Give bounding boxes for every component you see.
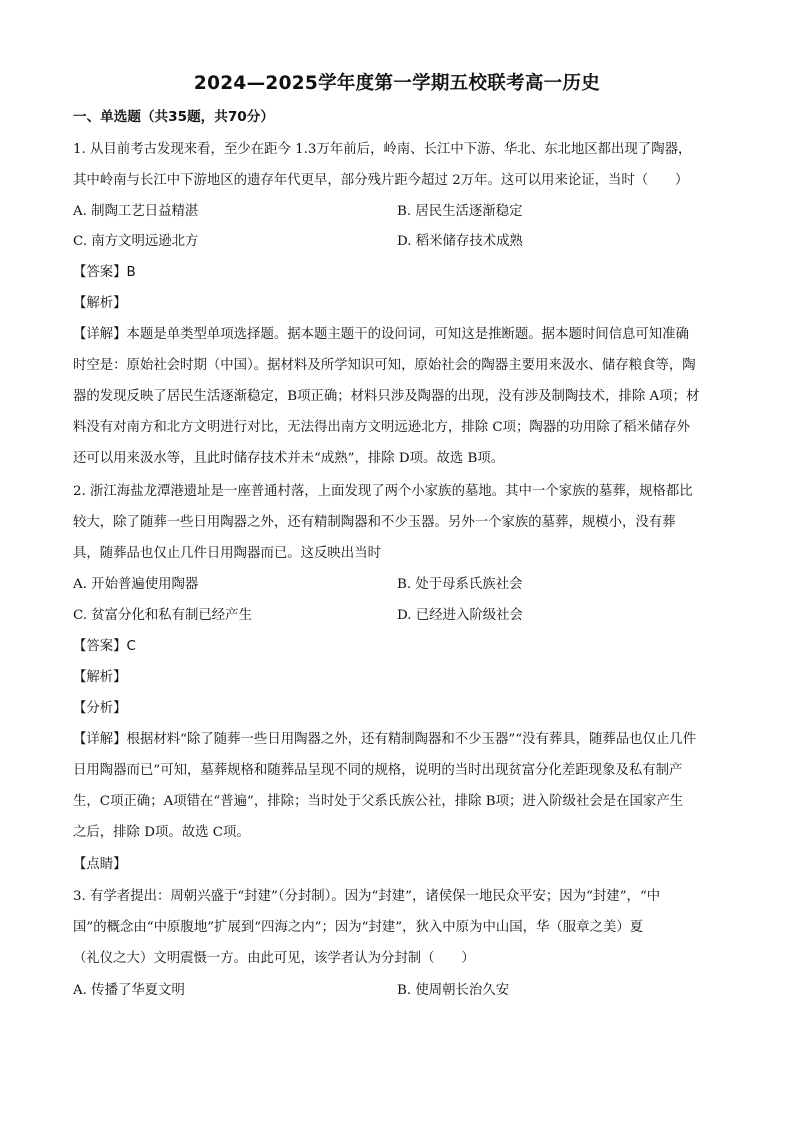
q1-analysis-label: 【解析】 xyxy=(73,296,127,311)
q3-stem-line-3: （礼仪之大）文明震慑一方。由此可见，该学者认为分封制（ ） xyxy=(73,951,475,966)
q1-answer: 【答案】B xyxy=(73,265,136,280)
q1-option-b: B. 居民生活逐渐稳定 xyxy=(397,204,523,219)
q2-detail-line-4: 之后，排除 D项。故选 C项。 xyxy=(73,825,250,840)
q2-fenxi-label: 【分析】 xyxy=(73,701,127,716)
q1-stem-line-2: 其中岭南与长江中下游地区的遗存年代更早，部分残片距今超过 2万年。这可以用来论证，当时（ ） xyxy=(73,173,689,188)
q2-dianjing-label: 【点睛】 xyxy=(73,857,127,872)
q2-stem-line-3: 具，随葬品也仅止几件日用陶器而已。这反映出当时 xyxy=(73,546,381,561)
q1-option-d: D. 稻米储存技术成熟 xyxy=(397,234,523,249)
q3-stem-line-2: 国”的概念由“中原腹地”扩展到“四海之内”；因为“封建”，狄入中原为中山国，华（服章之美）夏 xyxy=(73,920,644,935)
q1-detail-line-2: 时空是：原始社会时期（中国）。据材料及所学知识可知，原始社会的陶器主要用来汲水、储存粮食等，陶 xyxy=(73,358,696,373)
q1-detail-line-1: 【详解】本题是单类型单项选择题。据本题主题干的设问词，可知这是推断题。据本题时间信息可知准确 xyxy=(73,327,689,342)
q2-stem-line-2: 较大，除了随葬一些日用陶器之外，还有精制陶器和不少玉器。另外一个家族的墓葬，规模小，没有葬 xyxy=(73,515,676,530)
q1-option-c: C. 南方文明远逊北方 xyxy=(73,234,199,249)
q2-option-d: D. 已经进入阶级社会 xyxy=(397,608,523,623)
q2-detail-line-3: 生，C项正确；A项错在“普遍”，排除；当时处于父系氏族公社，排除 B项；进入阶级社会是在国家产生 xyxy=(73,794,684,809)
q1-option-a: A. 制陶工艺日益精湛 xyxy=(73,204,199,219)
q2-answer: 【答案】C xyxy=(73,639,136,654)
section-heading: 一、单选题（共35题，共70分） xyxy=(73,109,274,125)
q1-detail-line-5: 还可以用来汲水等，且此时储存技术并未“成熟”，排除 D项。故选 B项。 xyxy=(73,451,505,466)
q1-stem-line-1: 1. 从目前考古发现来看，至少在距今 1.3万年前后，岭南、长江中下游、华北、东北地区都出现了陶器， xyxy=(73,142,692,157)
q3-option-a: A. 传播了华夏文明 xyxy=(73,983,185,998)
page-title: 2024—2025学年度第一学期五校联考高一历史 xyxy=(193,73,601,94)
q2-detail-line-1: 【详解】根据材料“除了随葬一些日用陶器之外，还有精制陶器和不少玉器”“没有葬具，随葬品也仅止几件 xyxy=(73,732,697,747)
q3-stem-line-1: 3. 有学者提出：周朝兴盛于“封建”（分封制）。因为“封建”，诸侯保一地民众平安；因为“封建”，“中 xyxy=(73,889,661,904)
q1-detail-line-4: 料没有对南方和北方文明进行对比，无法得出南方文明远逊北方，排除 C项；陶器的功用除了稻米储存外 xyxy=(73,420,691,435)
q2-option-b: B. 处于母系氏族社会 xyxy=(397,577,523,592)
q3-option-b: B. 使周朝长治久安 xyxy=(397,983,510,998)
q1-detail-line-3: 器的发现反映了居民生活逐渐稳定，B项正确；材料只涉及陶器的出现，没有涉及制陶技术，排除 A项；材 xyxy=(73,389,700,404)
q2-analysis-label: 【解析】 xyxy=(73,670,127,685)
q2-detail-line-2: 日用陶器而已”可知，墓葬规格和随葬品呈现不同的规格，说明的当时出现贫富分化差距现象及私有制产 xyxy=(73,763,683,778)
q2-option-c: C. 贫富分化和私有制已经产生 xyxy=(73,608,252,623)
q2-stem-line-1: 2. 浙江海盐龙潭港遗址是一座普通村落，上面发现了两个小家族的墓地。其中一个家族的墓葬，规格都比 xyxy=(73,484,693,499)
q2-option-a: A. 开始普遍使用陶器 xyxy=(73,577,199,592)
